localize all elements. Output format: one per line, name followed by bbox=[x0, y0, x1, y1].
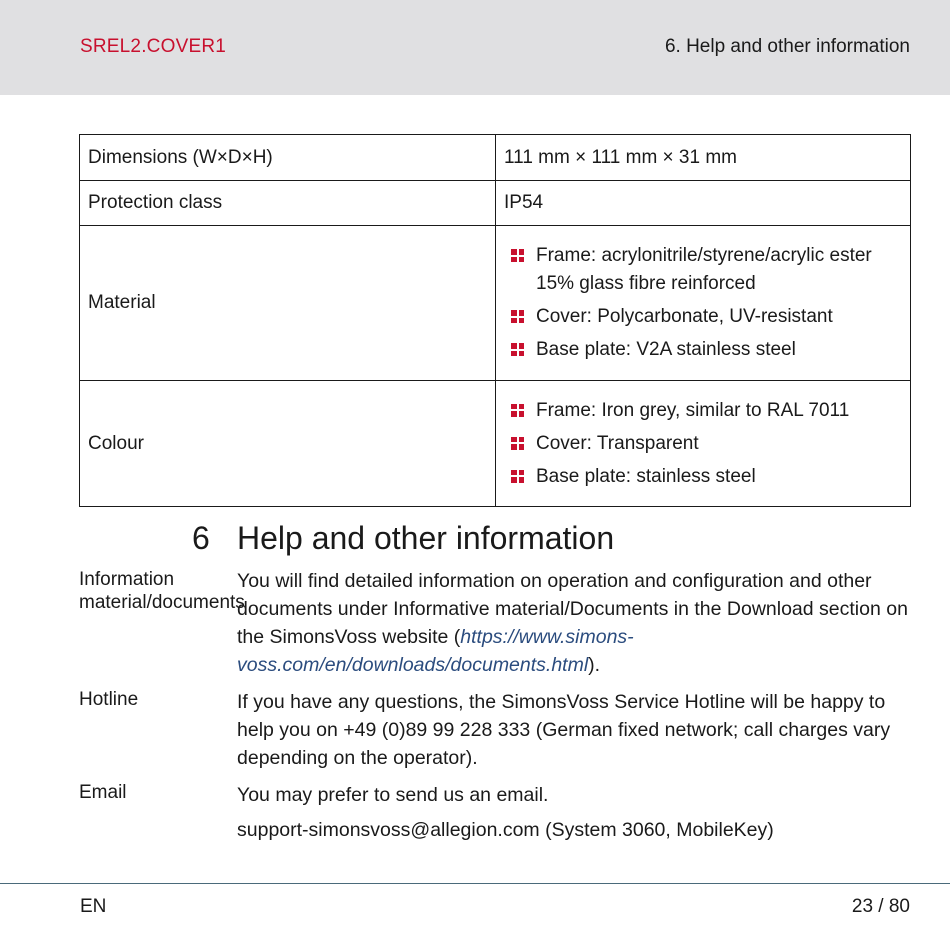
footer-divider bbox=[0, 883, 950, 884]
colour-list bbox=[504, 397, 902, 491]
table-row bbox=[80, 381, 911, 507]
website-link[interactable]: https://www.simons-voss.com/en/downloads/documents.html bbox=[237, 626, 634, 676]
header-section-title: 6. Help and other information bbox=[664, 36, 910, 57]
bullet-icon bbox=[511, 249, 524, 262]
protection-value: IP54 bbox=[496, 181, 911, 226]
section-number: 6 bbox=[192, 520, 210, 556]
colour-value bbox=[496, 381, 911, 507]
email-label: Email bbox=[79, 782, 127, 803]
specs-table bbox=[79, 134, 911, 507]
bullet-icon bbox=[511, 343, 524, 356]
table-row bbox=[80, 226, 911, 381]
bullet-icon bbox=[511, 437, 524, 450]
section-title: Help and other information bbox=[237, 520, 615, 556]
bullet-icon bbox=[511, 310, 524, 323]
list-item: Frame: Iron grey, similar to RAL 7011 bbox=[504, 397, 902, 425]
list-item: Cover: Transparent bbox=[504, 430, 902, 458]
email-text: You may prefer to send us an email. bbox=[237, 784, 549, 806]
list-item: Frame: acrylonitrile/styrene/acrylic ester 15% glass fibre reinforced bbox=[504, 242, 902, 298]
email-address[interactable]: support-simonsvoss@allegion.com (System 3060, MobileKey) bbox=[237, 819, 774, 841]
bullet-icon bbox=[511, 470, 524, 483]
dimensions-value: 111 mm × 111 mm × 31 mm bbox=[496, 135, 911, 181]
table-row bbox=[80, 181, 911, 226]
table-row bbox=[80, 135, 911, 181]
material-list bbox=[504, 242, 902, 364]
page-number: 23 / 80 bbox=[851, 896, 910, 917]
info-text: You will find detailed information on operation and configuration and other documents under Informative material/Documents in the Download section on the SimonsVoss website (https://www.simons-voss.com/en/downloads/documents.html). bbox=[237, 570, 908, 676]
product-code: SREL2.COVER1 bbox=[80, 36, 227, 57]
protection-label: Protection class bbox=[80, 181, 496, 226]
material-value bbox=[496, 226, 911, 381]
bullet-icon bbox=[511, 404, 524, 417]
list-item: Base plate: V2A stainless steel bbox=[504, 336, 902, 364]
dimensions-label: Dimensions (W×D×H) bbox=[80, 135, 496, 181]
footer-language: EN bbox=[80, 896, 107, 917]
material-label: Material bbox=[80, 226, 496, 381]
hotline-label: Hotline bbox=[79, 689, 139, 710]
colour-label: Colour bbox=[80, 381, 496, 507]
list-item: Cover: Polycarbonate, UV-resistant bbox=[504, 303, 902, 331]
info-label: Information material/documents bbox=[79, 569, 245, 613]
hotline-text: If you have any questions, the SimonsVoss Service Hotline will be happy to help you on +49 (0)89 99 228 333 (German fixed network; call charges vary depending on the operator). bbox=[237, 691, 891, 769]
list-item: Base plate: stainless steel bbox=[504, 463, 902, 491]
